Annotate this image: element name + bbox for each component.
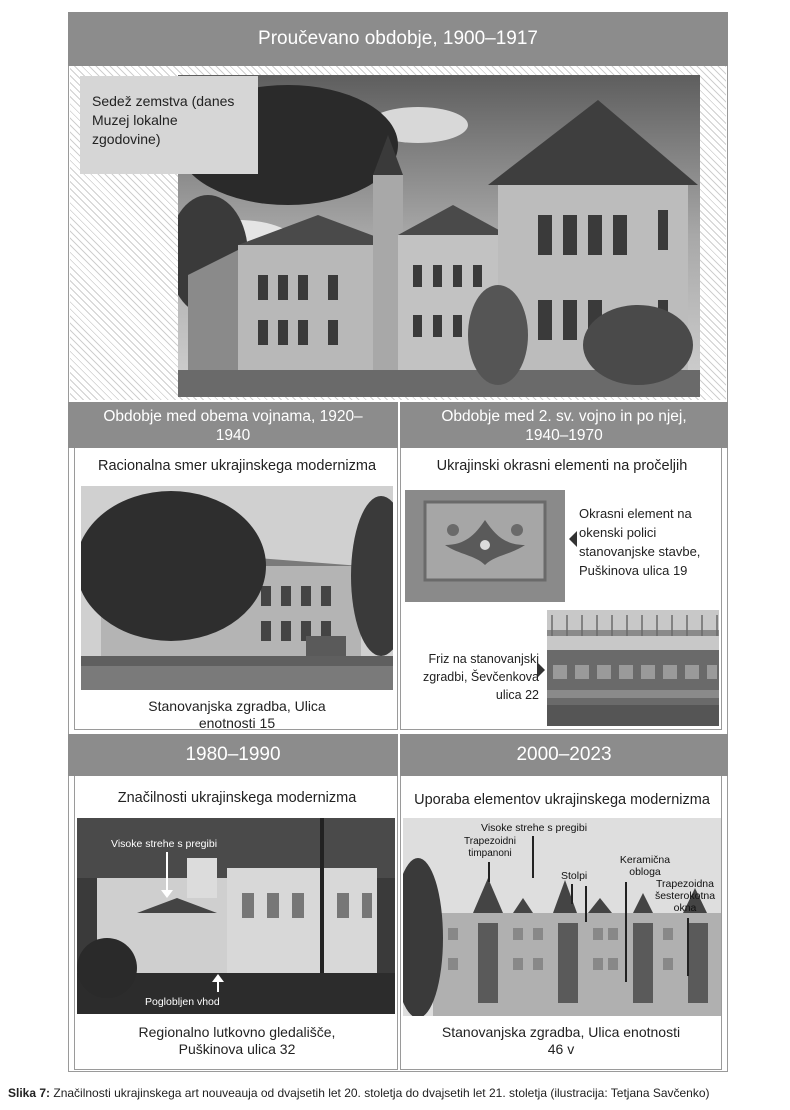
panel-subtitle: Ukrajinski okrasni elementi na pročeljih <box>436 458 688 474</box>
period-header-2000-2023: 2000–2023 <box>400 734 728 776</box>
window-sill-note: Okrasni element na okenski polici stanovanjske stavbe, Puškinova ulica 19 <box>579 506 701 578</box>
panel-subtitle: Značilnosti ukrajinskega modernizma <box>117 790 357 806</box>
unity-street-46v-caption: Stanovanjska zgradba, Ulica enotnosti 46 v <box>441 1024 681 1057</box>
arrow-down-icon <box>532 836 534 878</box>
frieze-note: Friz na stanovanjski zgradbi, Ševčenkova ulica 22 <box>422 652 539 702</box>
puppet-theatre-caption: Regionalno lutkovno gledališče, Puškinova ulica 32 <box>138 1024 336 1057</box>
period-header-1900-1917: Proučevano obdobje, 1900–1917 <box>68 12 728 66</box>
frieze-illustration <box>547 610 719 726</box>
ornament-illustration <box>405 490 565 602</box>
arrow-up-head <box>212 974 224 982</box>
panel-modernism-elements-use <box>400 776 722 1070</box>
zemstvo-label-text: Sedež zemstva (danes Muzej lokalne zgodovine) <box>92 93 235 147</box>
arrow-up-icon <box>217 982 219 992</box>
unity-street-15-caption: Stanovanjska zgradba, Ulica enotnosti 15 <box>148 698 326 731</box>
figure-caption <box>8 1086 788 1100</box>
arrow-down-head <box>161 890 173 898</box>
annotation-entrance-text: Poglobljen vhod <box>145 996 220 1008</box>
frieze-photo <box>547 610 719 726</box>
panel-rational-modernism <box>74 448 398 730</box>
annotation-roofs-text: Visoke strehe s pregibi <box>481 822 588 834</box>
arrow-down-icon <box>488 862 490 882</box>
arrow-down-icon <box>571 884 573 904</box>
arrow-down-icon <box>585 886 587 922</box>
panel-subtitle: Racionalna smer ukrajinskega modernizma <box>97 458 377 474</box>
panel-subtitle: Uporaba elementov ukrajinskega modernizma <box>414 792 710 808</box>
annotation-windows-text: Trapezoidna šesterokotna okna <box>654 878 716 914</box>
period-header-1920-1940: Obdobje med obema vojnama, 1920–1940 <box>68 402 398 448</box>
arrow-down-icon <box>166 852 168 892</box>
unity-street-46v-photo <box>403 818 721 1016</box>
panel-ornamental-elements <box>400 448 722 730</box>
annotation-ceramic-text: Keramična obloga <box>619 854 671 878</box>
window-sill-ornament-photo <box>405 490 565 602</box>
arrow-down-icon <box>687 918 689 976</box>
annotation-tympana-text: Trapezoidni timpanoni <box>464 836 516 859</box>
arrow-down-icon <box>625 882 627 982</box>
apartment-building-illustration <box>403 818 721 1016</box>
unity-street-15-photo <box>81 486 393 690</box>
period-header-1940-1970: Obdobje med 2. sv. vojno in po njej, 1940–1970 <box>400 402 728 448</box>
annotation-roofs-text: Visoke strehe s pregibi <box>111 838 218 850</box>
figure-caption-label: Slika 7: <box>8 1086 51 1100</box>
annotation-towers-text: Stolpi <box>561 870 588 882</box>
pointer-left-icon <box>569 531 577 547</box>
zemstvo-label-box <box>80 76 258 174</box>
residential-building-illustration <box>81 486 393 690</box>
period-header-1980-1990: 1980–1990 <box>68 734 398 776</box>
panel-ukrainian-modernism-features <box>74 776 398 1070</box>
figure-caption-text: Značilnosti ukrajinskega art nouveauja od dvajsetih let 20. stoletja do dvajsetih let 21. stoletja (ilustracija: Tetjana Savčenko) <box>53 1086 710 1100</box>
